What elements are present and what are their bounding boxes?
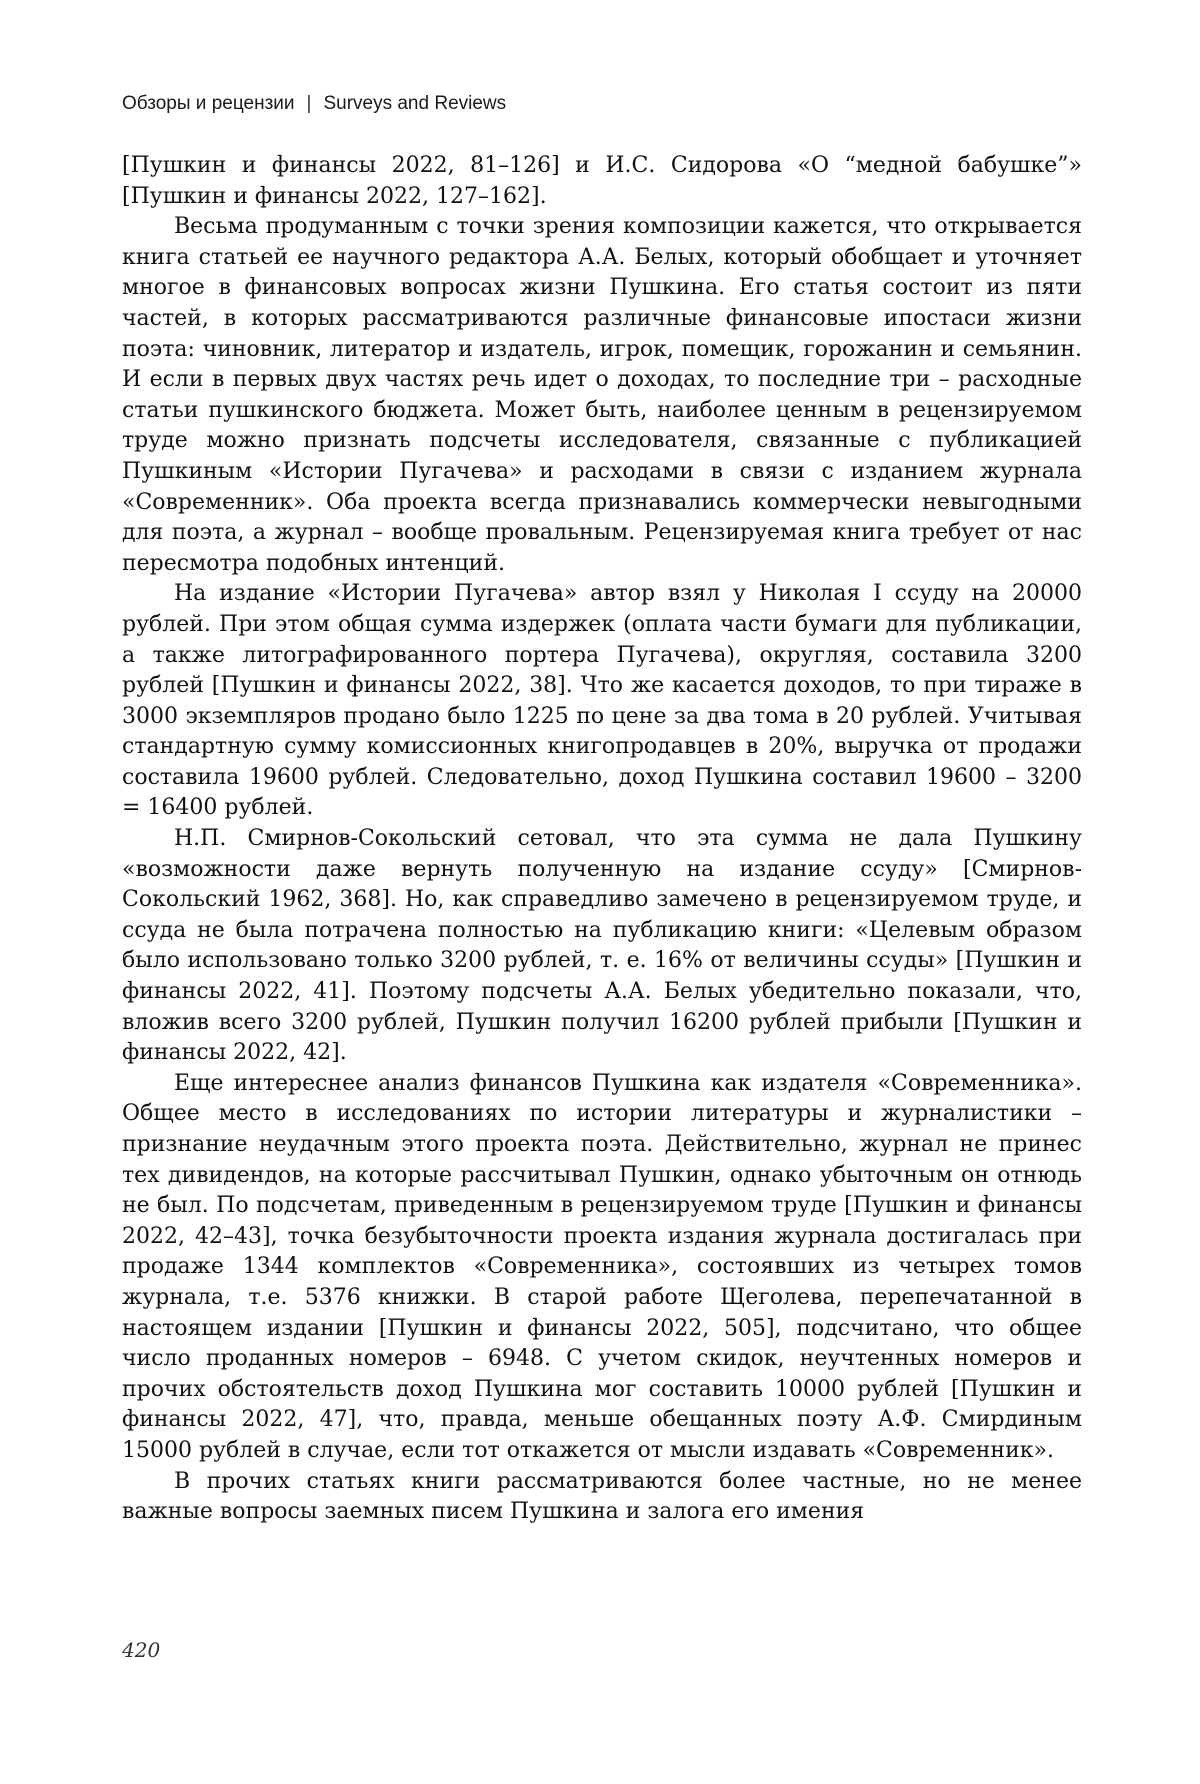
running-header [122,88,1082,120]
header-separator: | [306,93,312,114]
paragraph: Н.П. Смирнов-Сокольский сетовал, что эта сумма не дала Пушкину «возможности даже вернуть полученную на издание ссуду» [Смирнов-Сокольский 1962, 368]. Но, как справедливо замечено в рецензируемом труде, и ссуда не была потрачена полностью на публикацию книги: «Целевым образом было использовано только 3200 рублей, т. е. 16% от величины ссуды» [Пушкин и финансы 2022, 41]. Поэтому подсчеты А.А. Белых убедительно показали, что, вложив всего 3200 рублей, Пушкин получил 16200 рублей прибыли [Пушкин и финансы 2022, 42]. [122,826,1082,1066]
header-section-en: Surveys and Reviews [323,93,507,114]
page [122,88,1082,1528]
paragraph: На издание «Истории Пугачева» автор взял у Николая I ссуду на 20000 рублей. При этом общая сумма издержек (оплата части бумаги для публикации, а также литографированного портера Пугачева), округляя, составила 3200 рублей [Пушкин и финансы 2022, 38]. Что же касается доходов, то при тираже в 3000 экземпляров продано было 1225 по цене за два тома в 20 рублей. Учитывая стандартную сумму комиссионных книгопродавцев в 20%, выручка от продажи составила 19600 рублей. Следовательно, доход Пушкина составил 19600 – 3200 = 16400 рублей. [122,581,1082,821]
paragraph: [Пушкин и финансы 2022, 81–126] и И.С. Сидорова «О “медной бабушке”» [Пушкин и финансы 2022, 127–162]. [122,153,1082,209]
paragraph: В прочих статьях книги рассматриваются более частные, но не менее важные вопросы заемных писем Пушкина и залога его имения [122,1468,1082,1525]
paragraph: Еще интереснее анализ финансов Пушкина как издателя «Современника». Общее место в исследованиях по истории литературы и журналистики – признание неудачным этого проекта поэта. Действительно, журнал не принес тех дивидендов, на которые рассчитывал Пушкин, однако убыточным он отнюдь не был. По подсчетам, приведенным в рецензируемом труде [Пушкин и финансы 2022, 42–43], точка безубыточности проекта издания журнала достигалась при продаже 1344 комплектов «Современника», состоявших из четырех томов журнала, т.е. 5376 книжки. В старой работе Щеголева, перепечатанной в настоящем издании [Пушкин и финансы 2022, 505], подсчитано, что общее число проданных номеров – 6948. С учетом скидок, неучтенных номеров и прочих обстоятельств доход Пушкина мог составить 10000 рублей [Пушкин и финансы 2022, 47], что, правда, меньше обещанных поэту А.Ф. Смирдиным 15000 рублей в случае, если тот откажется от мысли издавать «Современник». [122,1070,1082,1463]
paragraph: Весьма продуманным с точки зрения композиции кажется, что открывается книга статьей ее научного редактора А.А. Белых, который обобщает и уточняет многое в финансовых вопросах жизни Пушкина. Его статья состоит из пяти частей, в которых рассматриваются различные финансовые ипостаси жизни поэта: чиновник, литератор и издатель, игрок, помещик, горожанин и семьянин. И если в первых двух частях речь идет о доходах, то последние три – расходные статьи пушкинского бюджета. Может быть, наиболее ценным в рецензируемом труде можно признать подсчеты исследователя, связанные с публикацией Пушкиным «Истории Пугачева» и расходами в связи с изданием журнала «Современник». Оба проекта всегда признавались коммерчески невыгодными для поэта, а журнал – вообще провальным. Рецензируемая книга требует от нас пересмотра подобных интенций. [122,214,1082,576]
article-body [122,151,1082,1528]
header-section-ru: Обзоры и рецензии [122,93,295,114]
page-number: 420 [122,1638,161,1662]
